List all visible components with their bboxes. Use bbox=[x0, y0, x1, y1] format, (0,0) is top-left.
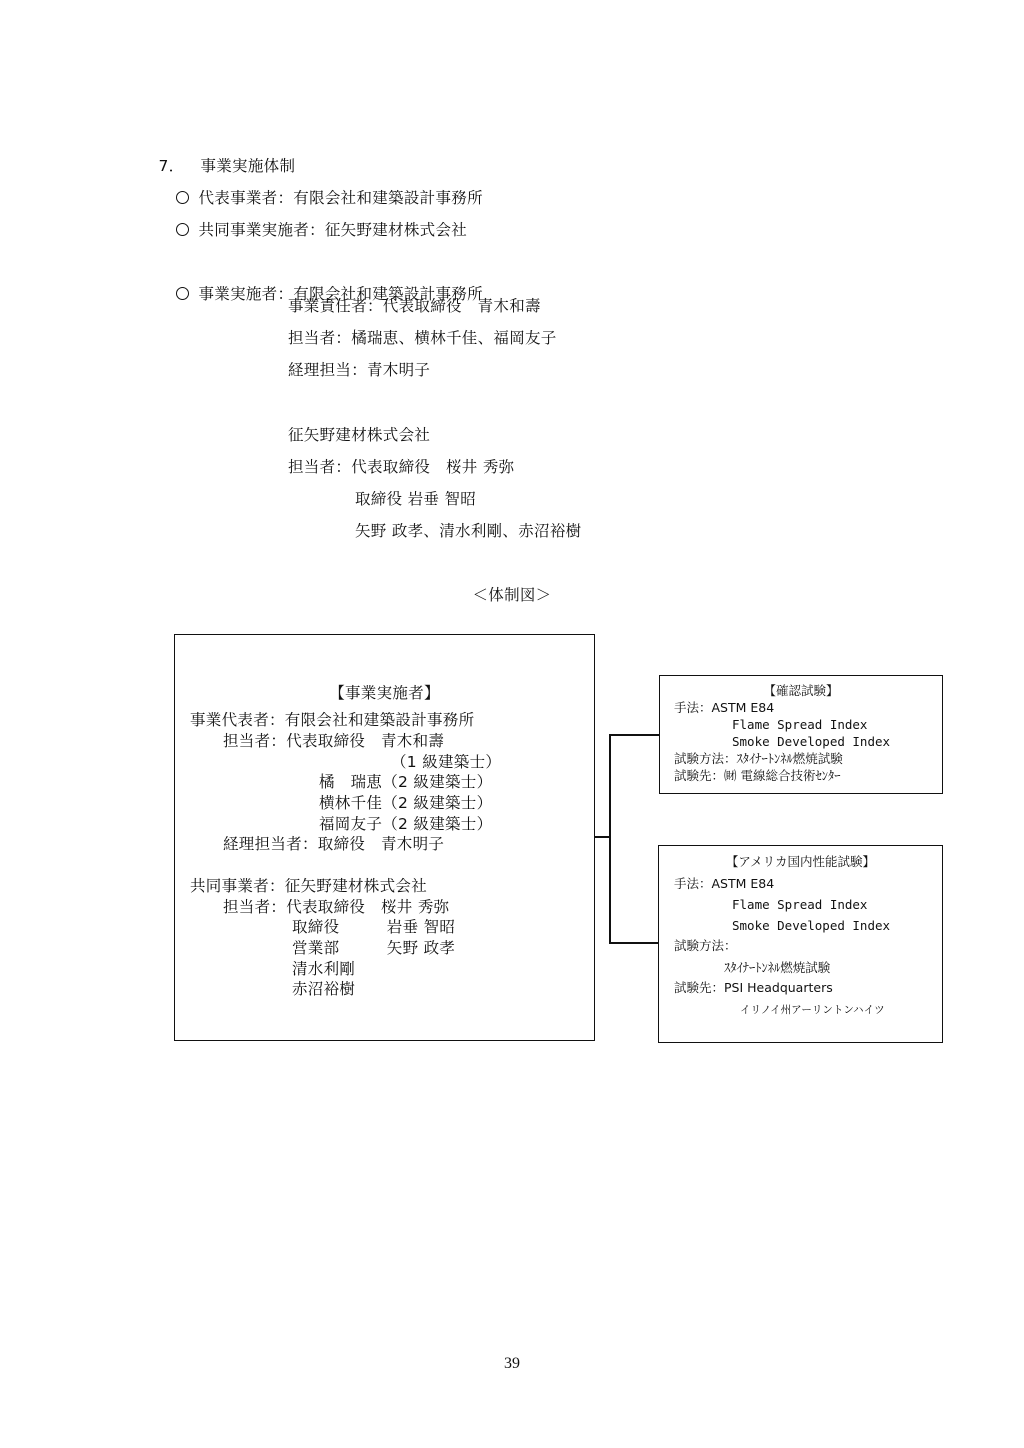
main-box-joint-staff-1: 担当者：代表取締役 桜井 秀弥 bbox=[223, 898, 450, 916]
confirm-box-method: 手法：ASTM E84 bbox=[674, 700, 775, 715]
main-box-representative: 事業代表者：有限会社和建築設計事務所 bbox=[190, 711, 475, 729]
partner-staff-1: 担当者：代表取締役 桜井 秀弥 bbox=[288, 458, 515, 476]
main-box-staff-4: 福岡友子（2 級建築士） bbox=[319, 815, 493, 833]
implementer-responsible: 事業責任者：代表取締役 青木和壽 bbox=[288, 297, 541, 315]
main-box-joint-staff-4: 清水利剛 bbox=[292, 960, 356, 978]
us-box-index-2: Smoke Developed Index bbox=[732, 918, 891, 933]
partner-staff-2: 取締役 岩垂 智昭 bbox=[355, 490, 477, 508]
us-box-test-method: 試験方法： bbox=[674, 938, 737, 953]
page-number: 39 bbox=[504, 1355, 520, 1372]
us-box-title: 【アメリカ国内性能試験】 bbox=[725, 854, 876, 869]
us-box-test-site: 試験先：PSI Headquarters bbox=[674, 980, 833, 995]
confirm-box-test-site: 試験先：㈶ 電線総合技術ｾﾝﾀｰ bbox=[674, 768, 841, 783]
main-box-joint-staff-3: 営業部 矢野 政孝 bbox=[292, 939, 456, 957]
confirm-box-index-1: Flame Spread Index bbox=[732, 717, 868, 732]
section-title: 事業実施体制 bbox=[200, 157, 296, 175]
implementer-accounting: 経理担当：青木明子 bbox=[288, 361, 431, 379]
main-box-staff: 担当者：代表取締役 青木和壽 bbox=[223, 732, 445, 750]
us-box-location: イリノイ州アーリントンハイツ bbox=[740, 1004, 885, 1016]
main-box-joint: 共同事業者：征矢野建材株式会社 bbox=[190, 877, 428, 895]
confirm-box-index-2: Smoke Developed Index bbox=[732, 734, 891, 749]
us-box-method: 手法：ASTM E84 bbox=[674, 876, 775, 891]
us-box-index-1: Flame Spread Index bbox=[732, 897, 868, 912]
connector-trunk bbox=[609, 734, 611, 943]
circle-bullet-icon bbox=[176, 223, 189, 236]
partner-name: 征矢野建材株式会社 bbox=[288, 426, 431, 444]
diagram-caption: ＜体制図＞ bbox=[472, 586, 552, 604]
section-number: 7． bbox=[158, 157, 185, 175]
overview-joint: 共同事業実施者：征矢野建材株式会社 bbox=[166, 200, 467, 240]
partner-staff-3: 矢野 政孝、清水利剛、赤沼裕樹 bbox=[355, 522, 582, 540]
connector-confirm bbox=[609, 734, 659, 736]
overview-representative: 代表事業者：有限会社和建築設計事務所 bbox=[166, 168, 483, 208]
main-box-staff-2: 橘 瑞恵（2 級建築士） bbox=[319, 773, 493, 791]
connector-main bbox=[594, 836, 610, 838]
main-box-joint-staff-2: 取締役 岩垂 智昭 bbox=[292, 918, 456, 936]
main-box-joint-staff-5: 赤沼裕樹 bbox=[292, 980, 356, 998]
circle-bullet-icon bbox=[176, 287, 189, 300]
confirm-box-test-method: 試験方法：ｽﾀｲﾅｰﾄﾝﾈﾙ燃焼試験 bbox=[674, 751, 843, 766]
main-box-accounting: 経理担当者：取締役 青木明子 bbox=[223, 835, 445, 853]
main-box-staff-3: 横林千佳（2 級建築士） bbox=[319, 794, 493, 812]
main-box-title: 【事業実施者】 bbox=[329, 684, 440, 702]
connector-us bbox=[609, 942, 659, 944]
us-box-test-method-detail: ｽﾀｲﾅｰﾄﾝﾈﾙ燃焼試験 bbox=[724, 960, 831, 975]
implementer-staff: 担当者：橘瑞恵、横林千佳、福岡友子 bbox=[288, 329, 557, 347]
confirm-box-title: 【確認試験】 bbox=[763, 683, 839, 698]
implementer-heading: 事業実施者：有限会社和建築設計事務所 bbox=[166, 264, 483, 304]
main-box-staff-qualification: （1 級建築士） bbox=[391, 753, 502, 771]
